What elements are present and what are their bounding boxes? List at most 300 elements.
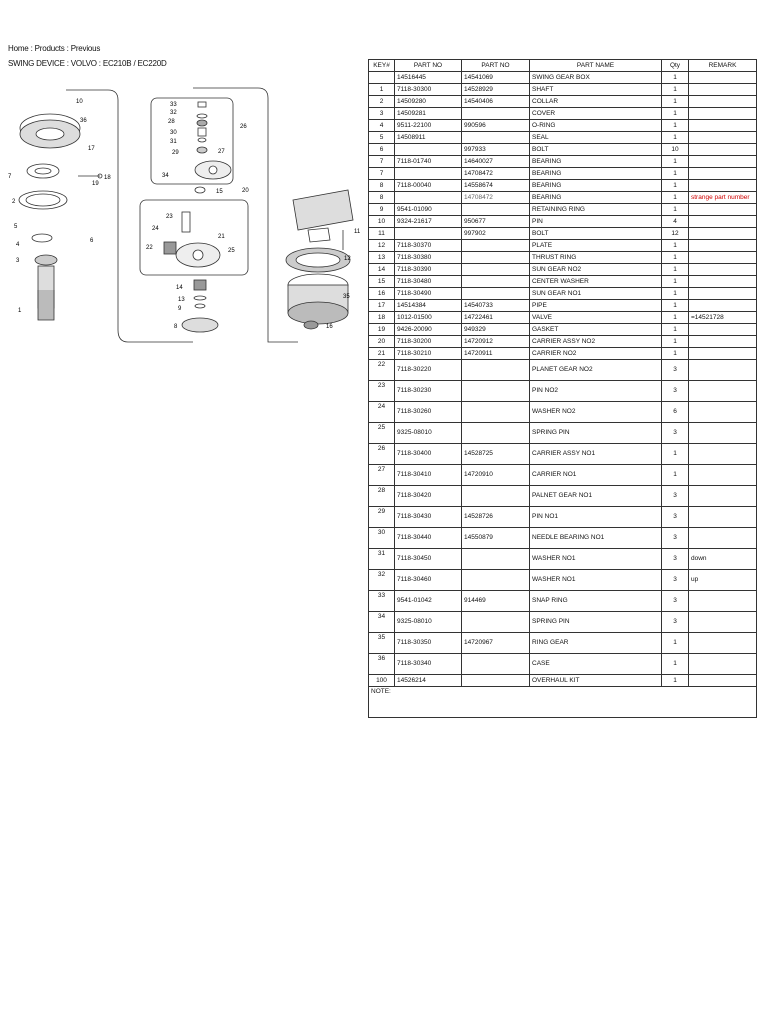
table-cell bbox=[689, 633, 757, 654]
table-cell: THRUST RING bbox=[530, 252, 662, 264]
table-cell: 4 bbox=[662, 216, 689, 228]
table-cell: 14540733 bbox=[462, 300, 530, 312]
table-cell: 1 bbox=[662, 348, 689, 360]
table-cell: GASKET bbox=[530, 324, 662, 336]
table-cell: 7118-30260 bbox=[395, 402, 462, 423]
table-cell: 3 bbox=[662, 528, 689, 549]
table-cell: 9541-01042 bbox=[395, 591, 462, 612]
table-cell bbox=[462, 549, 530, 570]
table-cell: 8 bbox=[369, 192, 395, 204]
table-cell: 914469 bbox=[462, 591, 530, 612]
callout-label: 35 bbox=[343, 294, 350, 300]
table-cell: BOLT bbox=[530, 144, 662, 156]
breadcrumb-separator: : bbox=[64, 44, 71, 53]
table-row bbox=[369, 381, 757, 402]
breadcrumb bbox=[8, 44, 100, 53]
table-cell: 1 bbox=[662, 312, 689, 324]
table-cell: 28 bbox=[369, 486, 395, 507]
table-cell bbox=[689, 444, 757, 465]
table-cell: down bbox=[689, 549, 757, 570]
table-cell: 1 bbox=[662, 324, 689, 336]
callout-label: 2 bbox=[12, 199, 16, 205]
table-cell: 14640027 bbox=[462, 156, 530, 168]
table-row bbox=[369, 360, 757, 381]
table-cell bbox=[395, 168, 462, 180]
table-row bbox=[369, 228, 757, 240]
callout-label: 10 bbox=[76, 99, 83, 105]
callout-label: 15 bbox=[216, 189, 223, 195]
table-cell bbox=[689, 465, 757, 486]
table-cell: 5 bbox=[369, 132, 395, 144]
table-cell: 14720910 bbox=[462, 465, 530, 486]
table-row bbox=[369, 570, 757, 591]
table-cell: CARRIER ASSY NO2 bbox=[530, 336, 662, 348]
table-cell bbox=[395, 192, 462, 204]
callout-label: 20 bbox=[242, 188, 249, 194]
table-cell: 7118-30370 bbox=[395, 240, 462, 252]
table-row bbox=[369, 96, 757, 108]
table-cell: WASHER NO1 bbox=[530, 549, 662, 570]
table-cell: SPRING PIN bbox=[530, 612, 662, 633]
table-cell: 19 bbox=[369, 324, 395, 336]
table-cell: 22 bbox=[369, 360, 395, 381]
table-row bbox=[369, 156, 757, 168]
table-cell: 15 bbox=[369, 276, 395, 288]
breadcrumb-separator: : bbox=[28, 44, 35, 53]
note-row bbox=[369, 687, 757, 718]
table-row bbox=[369, 144, 757, 156]
table-cell: 1 bbox=[662, 180, 689, 192]
table-cell: 8 bbox=[369, 180, 395, 192]
table-cell bbox=[689, 96, 757, 108]
table-cell: 7118-30430 bbox=[395, 507, 462, 528]
table-cell: 14550879 bbox=[462, 528, 530, 549]
table-cell: CARRIER NO1 bbox=[530, 465, 662, 486]
table-cell: 7118-30420 bbox=[395, 486, 462, 507]
table-cell bbox=[462, 654, 530, 675]
callout-label: 13 bbox=[178, 297, 185, 303]
table-cell: PALNET GEAR NO1 bbox=[530, 486, 662, 507]
table-cell: 32 bbox=[369, 570, 395, 591]
table-cell bbox=[462, 240, 530, 252]
table-cell: 21 bbox=[369, 348, 395, 360]
table-cell: SUN GEAR NO2 bbox=[530, 264, 662, 276]
table-cell: VALVE bbox=[530, 312, 662, 324]
exploded-parts-diagram bbox=[8, 80, 363, 355]
table-cell: 1 bbox=[662, 288, 689, 300]
table-cell: 7118-30490 bbox=[395, 288, 462, 300]
table-cell bbox=[462, 360, 530, 381]
table-cell: BOLT bbox=[530, 228, 662, 240]
table-cell bbox=[462, 486, 530, 507]
table-cell bbox=[689, 381, 757, 402]
table-row bbox=[369, 486, 757, 507]
table-cell: 9 bbox=[369, 204, 395, 216]
table-cell bbox=[689, 276, 757, 288]
table-cell bbox=[689, 528, 757, 549]
table-cell bbox=[689, 300, 757, 312]
table-cell: BEARING bbox=[530, 156, 662, 168]
table-row bbox=[369, 465, 757, 486]
table-row bbox=[369, 216, 757, 228]
table-cell bbox=[462, 381, 530, 402]
table-cell bbox=[689, 120, 757, 132]
table-row bbox=[369, 120, 757, 132]
table-cell: 36 bbox=[369, 654, 395, 675]
table-cell: 1 bbox=[369, 84, 395, 96]
table-row bbox=[369, 84, 757, 96]
table-cell bbox=[689, 486, 757, 507]
table-cell: 3 bbox=[369, 108, 395, 120]
table-cell: 14720911 bbox=[462, 348, 530, 360]
table-cell: 9511-22100 bbox=[395, 120, 462, 132]
table-cell: 7118-30300 bbox=[395, 84, 462, 96]
table-cell: 1 bbox=[662, 276, 689, 288]
table-row bbox=[369, 528, 757, 549]
table-cell: 1 bbox=[662, 444, 689, 465]
callout-label: 22 bbox=[146, 245, 153, 251]
table-cell: 997933 bbox=[462, 144, 530, 156]
table-cell bbox=[689, 402, 757, 423]
table-cell: RING GEAR bbox=[530, 633, 662, 654]
table-cell: strange part number bbox=[689, 192, 757, 204]
table-cell: 7 bbox=[369, 168, 395, 180]
callout-label: 12 bbox=[344, 256, 351, 262]
page-subtitle: SWING DEVICE : VOLVO : EC210B / EC220D bbox=[8, 59, 167, 68]
table-cell: 7118-30480 bbox=[395, 276, 462, 288]
table-cell: 3 bbox=[662, 570, 689, 591]
table-cell bbox=[689, 423, 757, 444]
table-cell: PIN NO2 bbox=[530, 381, 662, 402]
table-row bbox=[369, 252, 757, 264]
table-cell: 30 bbox=[369, 528, 395, 549]
table-cell: 2 bbox=[369, 96, 395, 108]
table-cell bbox=[689, 144, 757, 156]
table-cell: 7118-30460 bbox=[395, 570, 462, 591]
table-cell: SPRING PIN bbox=[530, 423, 662, 444]
table-cell: 1 bbox=[662, 465, 689, 486]
table-cell: 7118-30230 bbox=[395, 381, 462, 402]
table-cell: 14708472 bbox=[462, 192, 530, 204]
table-row bbox=[369, 168, 757, 180]
table-cell: 7118-30450 bbox=[395, 549, 462, 570]
table-cell: 18 bbox=[369, 312, 395, 324]
table-cell: 1 bbox=[662, 84, 689, 96]
table-row bbox=[369, 240, 757, 252]
callout-label: 23 bbox=[166, 214, 173, 220]
table-cell: 14528725 bbox=[462, 444, 530, 465]
callout-label: 7 bbox=[8, 174, 12, 180]
table-cell: 4 bbox=[369, 120, 395, 132]
callout-label: 21 bbox=[218, 234, 225, 240]
table-cell bbox=[689, 216, 757, 228]
callout-label: 17 bbox=[88, 146, 95, 152]
table-cell: NEEDLE BEARING NO1 bbox=[530, 528, 662, 549]
callout-label: 31 bbox=[170, 139, 177, 145]
table-row bbox=[369, 549, 757, 570]
table-cell: 14514384 bbox=[395, 300, 462, 312]
table-cell: BEARING bbox=[530, 192, 662, 204]
table-cell bbox=[689, 132, 757, 144]
callout-label: 5 bbox=[14, 224, 18, 230]
table-row bbox=[369, 507, 757, 528]
table-row bbox=[369, 444, 757, 465]
callout-label: 26 bbox=[240, 124, 247, 130]
callout-label: 36 bbox=[80, 118, 87, 124]
table-cell: 12 bbox=[369, 240, 395, 252]
table-row bbox=[369, 180, 757, 192]
table-cell: 3 bbox=[662, 591, 689, 612]
column-header: PART NO bbox=[462, 60, 530, 72]
note-cell: NOTE: bbox=[369, 687, 757, 718]
table-cell bbox=[689, 675, 757, 687]
table-cell: RETAINING RING bbox=[530, 204, 662, 216]
table-cell: 12 bbox=[662, 228, 689, 240]
table-cell: 35 bbox=[369, 633, 395, 654]
table-cell bbox=[689, 168, 757, 180]
table-cell: 24 bbox=[369, 402, 395, 423]
callout-label: 4 bbox=[16, 242, 20, 248]
callout-label: 27 bbox=[218, 149, 225, 155]
table-cell: PIPE bbox=[530, 300, 662, 312]
table-cell: 997902 bbox=[462, 228, 530, 240]
callout-label: 25 bbox=[228, 248, 235, 254]
table-cell: 16 bbox=[369, 288, 395, 300]
table-cell: 6 bbox=[369, 144, 395, 156]
table-cell: 1 bbox=[662, 654, 689, 675]
table-cell bbox=[689, 348, 757, 360]
table-cell bbox=[689, 228, 757, 240]
table-row bbox=[369, 336, 757, 348]
table-row bbox=[369, 675, 757, 687]
table-cell: 949329 bbox=[462, 324, 530, 336]
table-cell bbox=[462, 264, 530, 276]
table-cell bbox=[462, 204, 530, 216]
column-header: PART NO bbox=[395, 60, 462, 72]
table-row bbox=[369, 192, 757, 204]
breadcrumb-previous-link[interactable]: Previous bbox=[70, 44, 101, 53]
table-cell bbox=[689, 324, 757, 336]
table-row bbox=[369, 288, 757, 300]
callout-label: 6 bbox=[90, 238, 94, 244]
table-cell: 950677 bbox=[462, 216, 530, 228]
table-cell: 100 bbox=[369, 675, 395, 687]
table-cell: 7118-30390 bbox=[395, 264, 462, 276]
table-cell: 10 bbox=[369, 216, 395, 228]
table-cell: 14722461 bbox=[462, 312, 530, 324]
table-cell: 31 bbox=[369, 549, 395, 570]
table-cell: 14541069 bbox=[462, 72, 530, 84]
table-cell: 1 bbox=[662, 300, 689, 312]
callout-label: 16 bbox=[326, 324, 333, 330]
table-cell: 34 bbox=[369, 612, 395, 633]
table-cell: 1 bbox=[662, 96, 689, 108]
table-cell: 14528726 bbox=[462, 507, 530, 528]
table-cell: =14521728 bbox=[689, 312, 757, 324]
table-cell bbox=[462, 402, 530, 423]
table-cell bbox=[689, 156, 757, 168]
table-header-row bbox=[369, 60, 757, 72]
table-cell: 3 bbox=[662, 612, 689, 633]
table-cell: 7118-01740 bbox=[395, 156, 462, 168]
table-row bbox=[369, 654, 757, 675]
table-cell: 6 bbox=[662, 402, 689, 423]
table-row bbox=[369, 276, 757, 288]
table-cell: 1 bbox=[662, 204, 689, 216]
table-cell: BEARING bbox=[530, 168, 662, 180]
breadcrumb-home-link[interactable]: Home bbox=[8, 44, 29, 53]
table-cell: WASHER NO1 bbox=[530, 570, 662, 591]
table-cell: 990596 bbox=[462, 120, 530, 132]
table-cell: 14509280 bbox=[395, 96, 462, 108]
table-cell: 7118-30400 bbox=[395, 444, 462, 465]
table-cell bbox=[395, 144, 462, 156]
table-cell bbox=[462, 423, 530, 444]
table-row bbox=[369, 72, 757, 84]
table-cell: PIN NO1 bbox=[530, 507, 662, 528]
column-header: Qty bbox=[662, 60, 689, 72]
callout-label: 11 bbox=[354, 229, 361, 235]
table-cell: 1 bbox=[662, 336, 689, 348]
table-cell: 14516445 bbox=[395, 72, 462, 84]
table-cell: 1 bbox=[662, 168, 689, 180]
callout-label: 32 bbox=[170, 110, 177, 116]
table-cell bbox=[689, 654, 757, 675]
table-cell: 1 bbox=[662, 675, 689, 687]
table-cell: 3 bbox=[662, 507, 689, 528]
table-row bbox=[369, 132, 757, 144]
table-cell: 14720912 bbox=[462, 336, 530, 348]
table-cell: SUN GEAR NO1 bbox=[530, 288, 662, 300]
callout-label: 3 bbox=[16, 258, 20, 264]
table-cell: CENTER WASHER bbox=[530, 276, 662, 288]
table-cell: 1 bbox=[662, 240, 689, 252]
table-cell: 1 bbox=[662, 72, 689, 84]
table-row bbox=[369, 324, 757, 336]
table-cell: 14708472 bbox=[462, 168, 530, 180]
table-cell: PLANET GEAR NO2 bbox=[530, 360, 662, 381]
table-cell: COVER bbox=[530, 108, 662, 120]
callout-label: 30 bbox=[170, 130, 177, 136]
table-cell: 9426-20090 bbox=[395, 324, 462, 336]
breadcrumb-products-link[interactable]: Products bbox=[34, 44, 65, 53]
table-cell: 9541-01090 bbox=[395, 204, 462, 216]
table-cell: SWING GEAR BOX bbox=[530, 72, 662, 84]
table-cell: 1 bbox=[662, 120, 689, 132]
table-cell bbox=[689, 108, 757, 120]
table-cell bbox=[689, 612, 757, 633]
table-cell: 3 bbox=[662, 360, 689, 381]
table-cell: 3 bbox=[662, 423, 689, 444]
table-cell: 20 bbox=[369, 336, 395, 348]
table-cell: 7118-30340 bbox=[395, 654, 462, 675]
table-cell: 27 bbox=[369, 465, 395, 486]
table-cell: 7118-30200 bbox=[395, 336, 462, 348]
table-cell: 7118-30380 bbox=[395, 252, 462, 264]
table-row bbox=[369, 612, 757, 633]
table-row bbox=[369, 108, 757, 120]
table-cell bbox=[689, 336, 757, 348]
table-cell: PIN bbox=[530, 216, 662, 228]
table-cell: 33 bbox=[369, 591, 395, 612]
table-cell: BEARING bbox=[530, 180, 662, 192]
callout-label: 24 bbox=[152, 226, 159, 232]
table-cell: 7118-00040 bbox=[395, 180, 462, 192]
table-row bbox=[369, 423, 757, 444]
table-cell bbox=[689, 240, 757, 252]
table-cell: CARRIER NO2 bbox=[530, 348, 662, 360]
table-row bbox=[369, 348, 757, 360]
column-header: PART NAME bbox=[530, 60, 662, 72]
table-cell: 7118-30350 bbox=[395, 633, 462, 654]
table-cell bbox=[462, 108, 530, 120]
callout-label: 28 bbox=[168, 119, 175, 125]
table-row bbox=[369, 312, 757, 324]
table-cell: 17 bbox=[369, 300, 395, 312]
table-cell: 3 bbox=[662, 549, 689, 570]
table-cell: 1 bbox=[662, 192, 689, 204]
table-cell: 9325-08010 bbox=[395, 423, 462, 444]
callout-label: 29 bbox=[172, 150, 179, 156]
parts-table-body bbox=[369, 72, 757, 687]
table-cell bbox=[689, 72, 757, 84]
table-cell: 7 bbox=[369, 156, 395, 168]
table-cell: 13 bbox=[369, 252, 395, 264]
column-header: REMARK bbox=[689, 60, 757, 72]
table-cell: 14526214 bbox=[395, 675, 462, 687]
callout-label: 34 bbox=[162, 173, 169, 179]
column-header: KEY# bbox=[369, 60, 395, 72]
table-cell bbox=[689, 84, 757, 96]
table-cell: 1012-01500 bbox=[395, 312, 462, 324]
table-cell: SHAFT bbox=[530, 84, 662, 96]
table-cell bbox=[462, 675, 530, 687]
table-cell: 26 bbox=[369, 444, 395, 465]
table-cell bbox=[689, 264, 757, 276]
table-cell: 14528929 bbox=[462, 84, 530, 96]
table-cell: 9325-08010 bbox=[395, 612, 462, 633]
table-cell: WASHER NO2 bbox=[530, 402, 662, 423]
table-cell: 14 bbox=[369, 264, 395, 276]
table-cell: OVERHAUL KIT bbox=[530, 675, 662, 687]
table-cell: 3 bbox=[662, 486, 689, 507]
table-cell bbox=[689, 360, 757, 381]
table-cell: SNAP RING bbox=[530, 591, 662, 612]
callout-label: 14 bbox=[176, 285, 183, 291]
table-cell: 3 bbox=[662, 381, 689, 402]
table-cell: COLLAR bbox=[530, 96, 662, 108]
table-cell: 14540406 bbox=[462, 96, 530, 108]
table-cell bbox=[689, 252, 757, 264]
table-cell: 23 bbox=[369, 381, 395, 402]
table-cell bbox=[395, 228, 462, 240]
table-cell bbox=[462, 570, 530, 591]
parts-table bbox=[368, 59, 757, 718]
table-cell bbox=[462, 132, 530, 144]
table-cell: 29 bbox=[369, 507, 395, 528]
table-cell bbox=[462, 612, 530, 633]
table-cell bbox=[369, 72, 395, 84]
table-row bbox=[369, 633, 757, 654]
table-cell bbox=[689, 180, 757, 192]
table-cell: 14509281 bbox=[395, 108, 462, 120]
table-cell bbox=[689, 288, 757, 300]
table-cell: CASE bbox=[530, 654, 662, 675]
table-cell: CARRIER ASSY NO1 bbox=[530, 444, 662, 465]
table-cell: 7118-30410 bbox=[395, 465, 462, 486]
table-row bbox=[369, 591, 757, 612]
table-cell: 1 bbox=[662, 264, 689, 276]
